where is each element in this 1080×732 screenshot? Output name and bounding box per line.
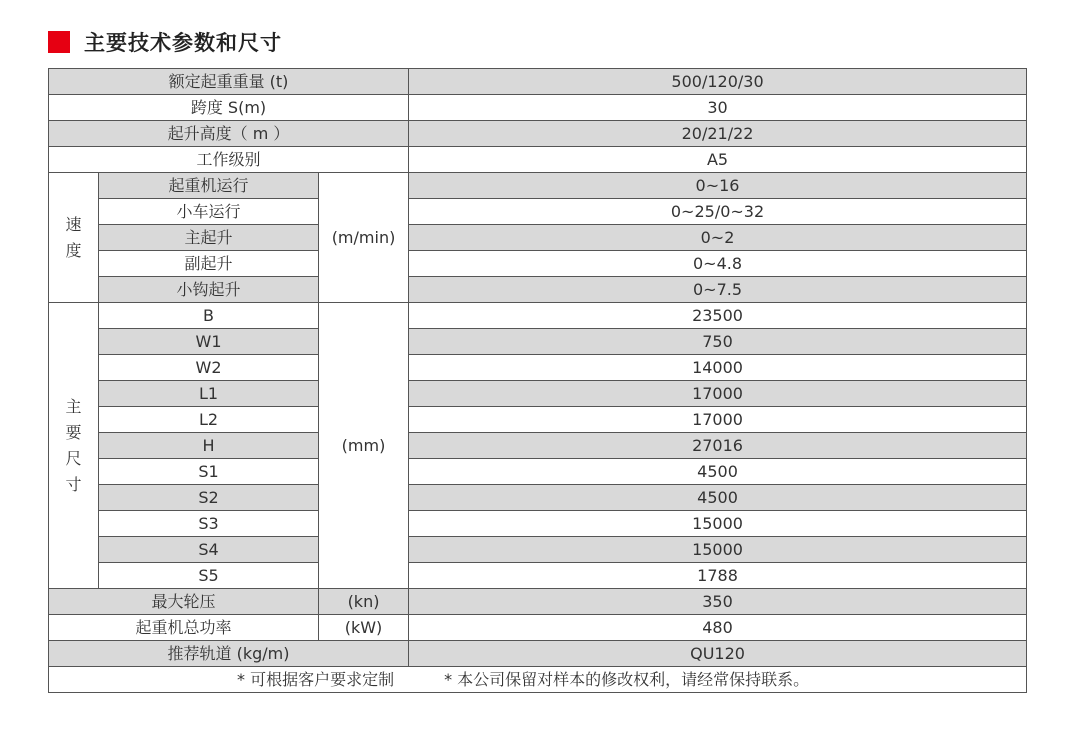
- dimension-item-value: 4500: [409, 459, 1027, 485]
- speed-item-label: 小车运行: [99, 199, 319, 225]
- span-value: 30: [409, 95, 1027, 121]
- heading-marker: [48, 31, 70, 53]
- rail-label: 推荐轨道 (kg/m): [49, 641, 409, 667]
- dimension-item-value: 15000: [409, 537, 1027, 563]
- speed-group-label: 速度: [65, 214, 82, 260]
- table-row: [49, 667, 1027, 693]
- table-row: [49, 251, 1027, 277]
- table-row: [49, 381, 1027, 407]
- custom-note: * 可根据客户要求定制: [237, 669, 395, 689]
- dimension-item-label: S3: [99, 511, 319, 537]
- speed-item-value: 0~16: [409, 173, 1027, 199]
- table-row: [49, 69, 1027, 95]
- table-row: [49, 225, 1027, 251]
- dimension-item-value: 23500: [409, 303, 1027, 329]
- rated-load-value: 500/120/30: [409, 69, 1027, 95]
- table-row: [49, 95, 1027, 121]
- table-row: [49, 173, 1027, 199]
- table-row: [49, 407, 1027, 433]
- rights-note: * 本公司保留对样本的修改权利，请经常保持联系。: [444, 669, 810, 689]
- dimension-item-value: 15000: [409, 511, 1027, 537]
- dimension-item-label: S4: [99, 537, 319, 563]
- dimensions-group-cell: [49, 303, 99, 589]
- speed-item-label: 起重机运行: [99, 173, 319, 199]
- footer-notes: [49, 667, 1027, 693]
- lift-height-label: 起升高度（ m ）: [49, 121, 409, 147]
- table-row: [49, 615, 1027, 641]
- spec-table: [48, 68, 1027, 693]
- dimension-item-value: 1788: [409, 563, 1027, 589]
- speed-group-cell: [49, 173, 99, 303]
- table-row: [49, 303, 1027, 329]
- dimension-item-value: 4500: [409, 485, 1027, 511]
- lift-height-value: 20/21/22: [409, 121, 1027, 147]
- section-heading: [48, 28, 282, 56]
- max-wheel-load-unit: (kn): [319, 589, 409, 615]
- max-wheel-load-label: 最大轮压: [49, 589, 319, 615]
- dimension-item-label: S5: [99, 563, 319, 589]
- table-row: [49, 147, 1027, 173]
- table-row: [49, 277, 1027, 303]
- section-title: 主要技术参数和尺寸: [84, 31, 282, 55]
- duty-class-value: A5: [409, 147, 1027, 173]
- table-row: [49, 199, 1027, 225]
- table-row: [49, 641, 1027, 667]
- speed-item-value: 0~25/0~32: [409, 199, 1027, 225]
- table-row: [49, 563, 1027, 589]
- table-row: [49, 459, 1027, 485]
- total-power-label: 起重机总功率: [49, 615, 319, 641]
- rated-load-label: 额定起重重量 (t): [49, 69, 409, 95]
- table-row: [49, 589, 1027, 615]
- max-wheel-load-value: 350: [409, 589, 1027, 615]
- dimensions-group-label: 主要尺寸: [65, 396, 82, 494]
- total-power-unit: (kW): [319, 615, 409, 641]
- dimension-item-label: W2: [99, 355, 319, 381]
- dimension-item-value: 27016: [409, 433, 1027, 459]
- table-row: [49, 537, 1027, 563]
- dimension-item-value: 14000: [409, 355, 1027, 381]
- dimension-item-label: W1: [99, 329, 319, 355]
- total-power-value: 480: [409, 615, 1027, 641]
- speed-item-label: 小钩起升: [99, 277, 319, 303]
- speed-item-label: 主起升: [99, 225, 319, 251]
- dimension-item-value: 17000: [409, 381, 1027, 407]
- dimension-item-label: L1: [99, 381, 319, 407]
- speed-item-value: 0~4.8: [409, 251, 1027, 277]
- table-row: [49, 511, 1027, 537]
- duty-class-label: 工作级别: [49, 147, 409, 173]
- speed-item-label: 副起升: [99, 251, 319, 277]
- speed-item-value: 0~7.5: [409, 277, 1027, 303]
- table-row: [49, 485, 1027, 511]
- table-row: [49, 121, 1027, 147]
- span-label: 跨度 S(m): [49, 95, 409, 121]
- dimension-item-label: S1: [99, 459, 319, 485]
- speed-unit: (m/min): [319, 173, 409, 303]
- speed-item-value: 0~2: [409, 225, 1027, 251]
- dimension-item-value: 750: [409, 329, 1027, 355]
- table-row: [49, 355, 1027, 381]
- rail-value: QU120: [409, 641, 1027, 667]
- table-row: [49, 433, 1027, 459]
- dimension-item-label: S2: [99, 485, 319, 511]
- dimension-item-value: 17000: [409, 407, 1027, 433]
- dimension-item-label: B: [99, 303, 319, 329]
- dimension-item-label: H: [99, 433, 319, 459]
- table-row: [49, 329, 1027, 355]
- dimension-item-label: L2: [99, 407, 319, 433]
- dimensions-unit: (mm): [319, 303, 409, 589]
